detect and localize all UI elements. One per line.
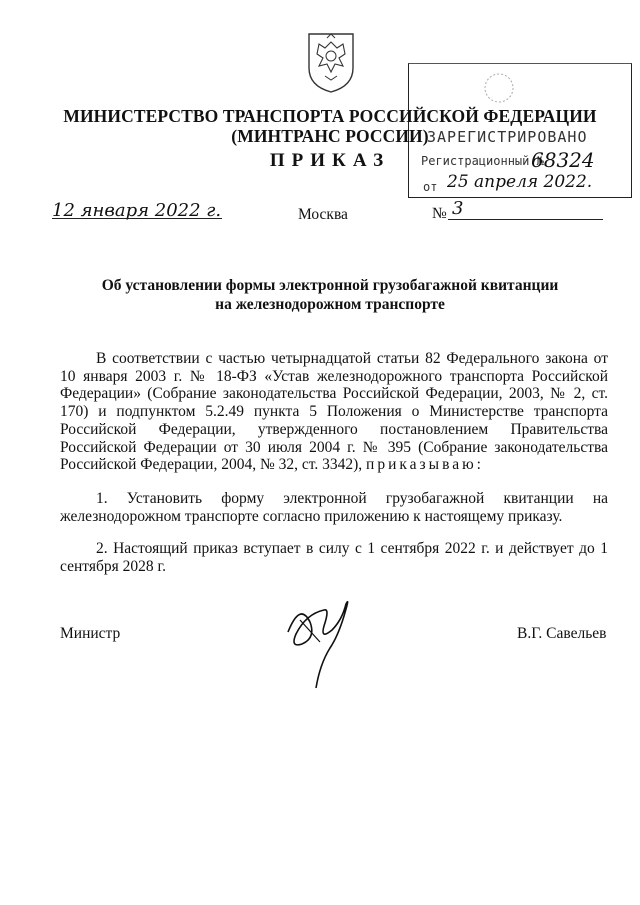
order-verb: приказываю: — [366, 456, 484, 474]
order-number: 3 — [452, 198, 464, 219]
stamp-seal-mark — [469, 68, 529, 108]
preamble-paragraph — [60, 350, 608, 474]
preamble-text: В соответствии с частью четырнадцатой статьи 82 Федерального закона от 10 января 2003 г. № 18-ФЗ «Устав железнодорожного транспорта Российской Федерации» (Собрание законодательства Российской Федерации, 2003, № 2, ст. 170) и подпунктом 5.2.49 пункта 5 Положения о Министерстве транспорта Российской Федерации, утвержденного постановлением Правительства Российской Федерации от 30 июля 2004 г. № 395 (Собрание законодательства Российской Федерации, 2004, № 32, ст. 3342), — [60, 350, 608, 474]
signature — [280, 592, 360, 702]
subject-line-1: Об установлении формы электронной грузобагажной квитанции — [101, 277, 559, 294]
stamp-date-label: от — [423, 180, 438, 194]
order-item-1: 1. Установить форму электронной грузобагажной квитанции на железнодорожном транспорте согласно приложению к настоящему приказу. — [60, 490, 608, 525]
order-date: 12 января 2022 г. — [52, 200, 222, 221]
ministry-title: МИНИСТЕРСТВО ТРАНСПОРТА РОССИЙСКОЙ ФЕДЕРАЦИИ — [63, 106, 597, 126]
ministry-short-title: (МИНТРАНС РОССИИ) — [231, 126, 429, 146]
date-underline — [52, 218, 222, 219]
city: Москва — [298, 206, 348, 223]
signer-position: Министр — [60, 625, 121, 642]
stamp-registered-label: ЗАРЕГИСТРИРОВАНО — [427, 128, 588, 146]
stamp-reg-number: 68324 — [531, 148, 595, 172]
stamp-reg-number-label: Регистрационный № — [421, 154, 544, 168]
subject-line-2: на железнодорожном транспорте — [215, 296, 445, 313]
coat-of-arms-icon — [301, 28, 361, 96]
number-underline — [448, 219, 603, 220]
order-number-label: № — [432, 205, 447, 222]
order-item-2: 2. Настоящий приказ вступает в силу с 1 сентября 2022 г. и действует до 1 сентября 2028 г. — [60, 540, 608, 575]
stamp-date-value: 25 апреля 2022. — [447, 172, 593, 192]
signer-name: В.Г. Савельев — [517, 625, 607, 642]
document-type: ПРИКАЗ — [269, 150, 391, 171]
